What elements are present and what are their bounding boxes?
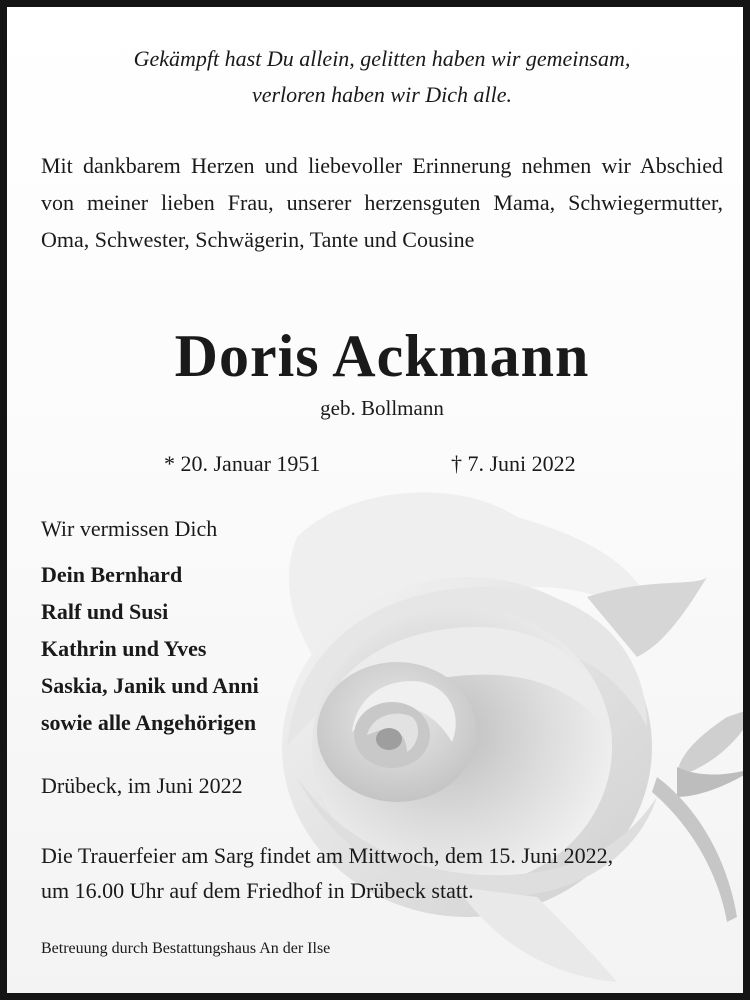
mourner-name: Kathrin und Yves [41,636,207,661]
mourner-name: sowie alle Angehörigen [41,710,257,735]
motto [7,41,750,113]
mourner-name: Dein Bernhard [41,562,183,587]
mourner-name: Ralf und Susi [41,599,169,624]
mourner-name: Saskia, Janik und Anni [41,673,259,698]
motto-line-1: Gekämpft hast Du allein, gelitten haben wir gemeinsam, [133,46,631,71]
birth-name: geb. Bollmann [320,396,444,420]
undertaker-credit: Betreuung durch Bestattungshaus An der Ilse [41,940,331,957]
mourners-intro: Wir vermissen Dich [41,516,218,541]
service-info [41,838,731,908]
death-date: † 7. Juni 2022 [451,451,576,476]
mourners-list [41,556,259,741]
birth-date: * 20. Januar 1951 [164,451,321,476]
deceased-name: Doris Ackmann [174,323,590,389]
service-line-2: um 16.00 Uhr auf dem Friedhof in Drübeck statt. [41,878,474,903]
service-line-1: Die Trauerfeier am Sarg findet am Mittwoch, dem 15. Juni 2022, [41,843,614,868]
intro-text: Mit dankbarem Herzen und liebevoller Erinnerung nehmen wir Abschied von meiner lieben Frau, unserer herzensguten Mama, Schwiegermutter, Oma, Schwester, Schwägerin, Tante und Cousine [41,153,723,252]
place-date: Drübeck, im Juni 2022 [41,773,243,798]
motto-line-2: verloren haben wir Dich alle. [251,82,513,107]
